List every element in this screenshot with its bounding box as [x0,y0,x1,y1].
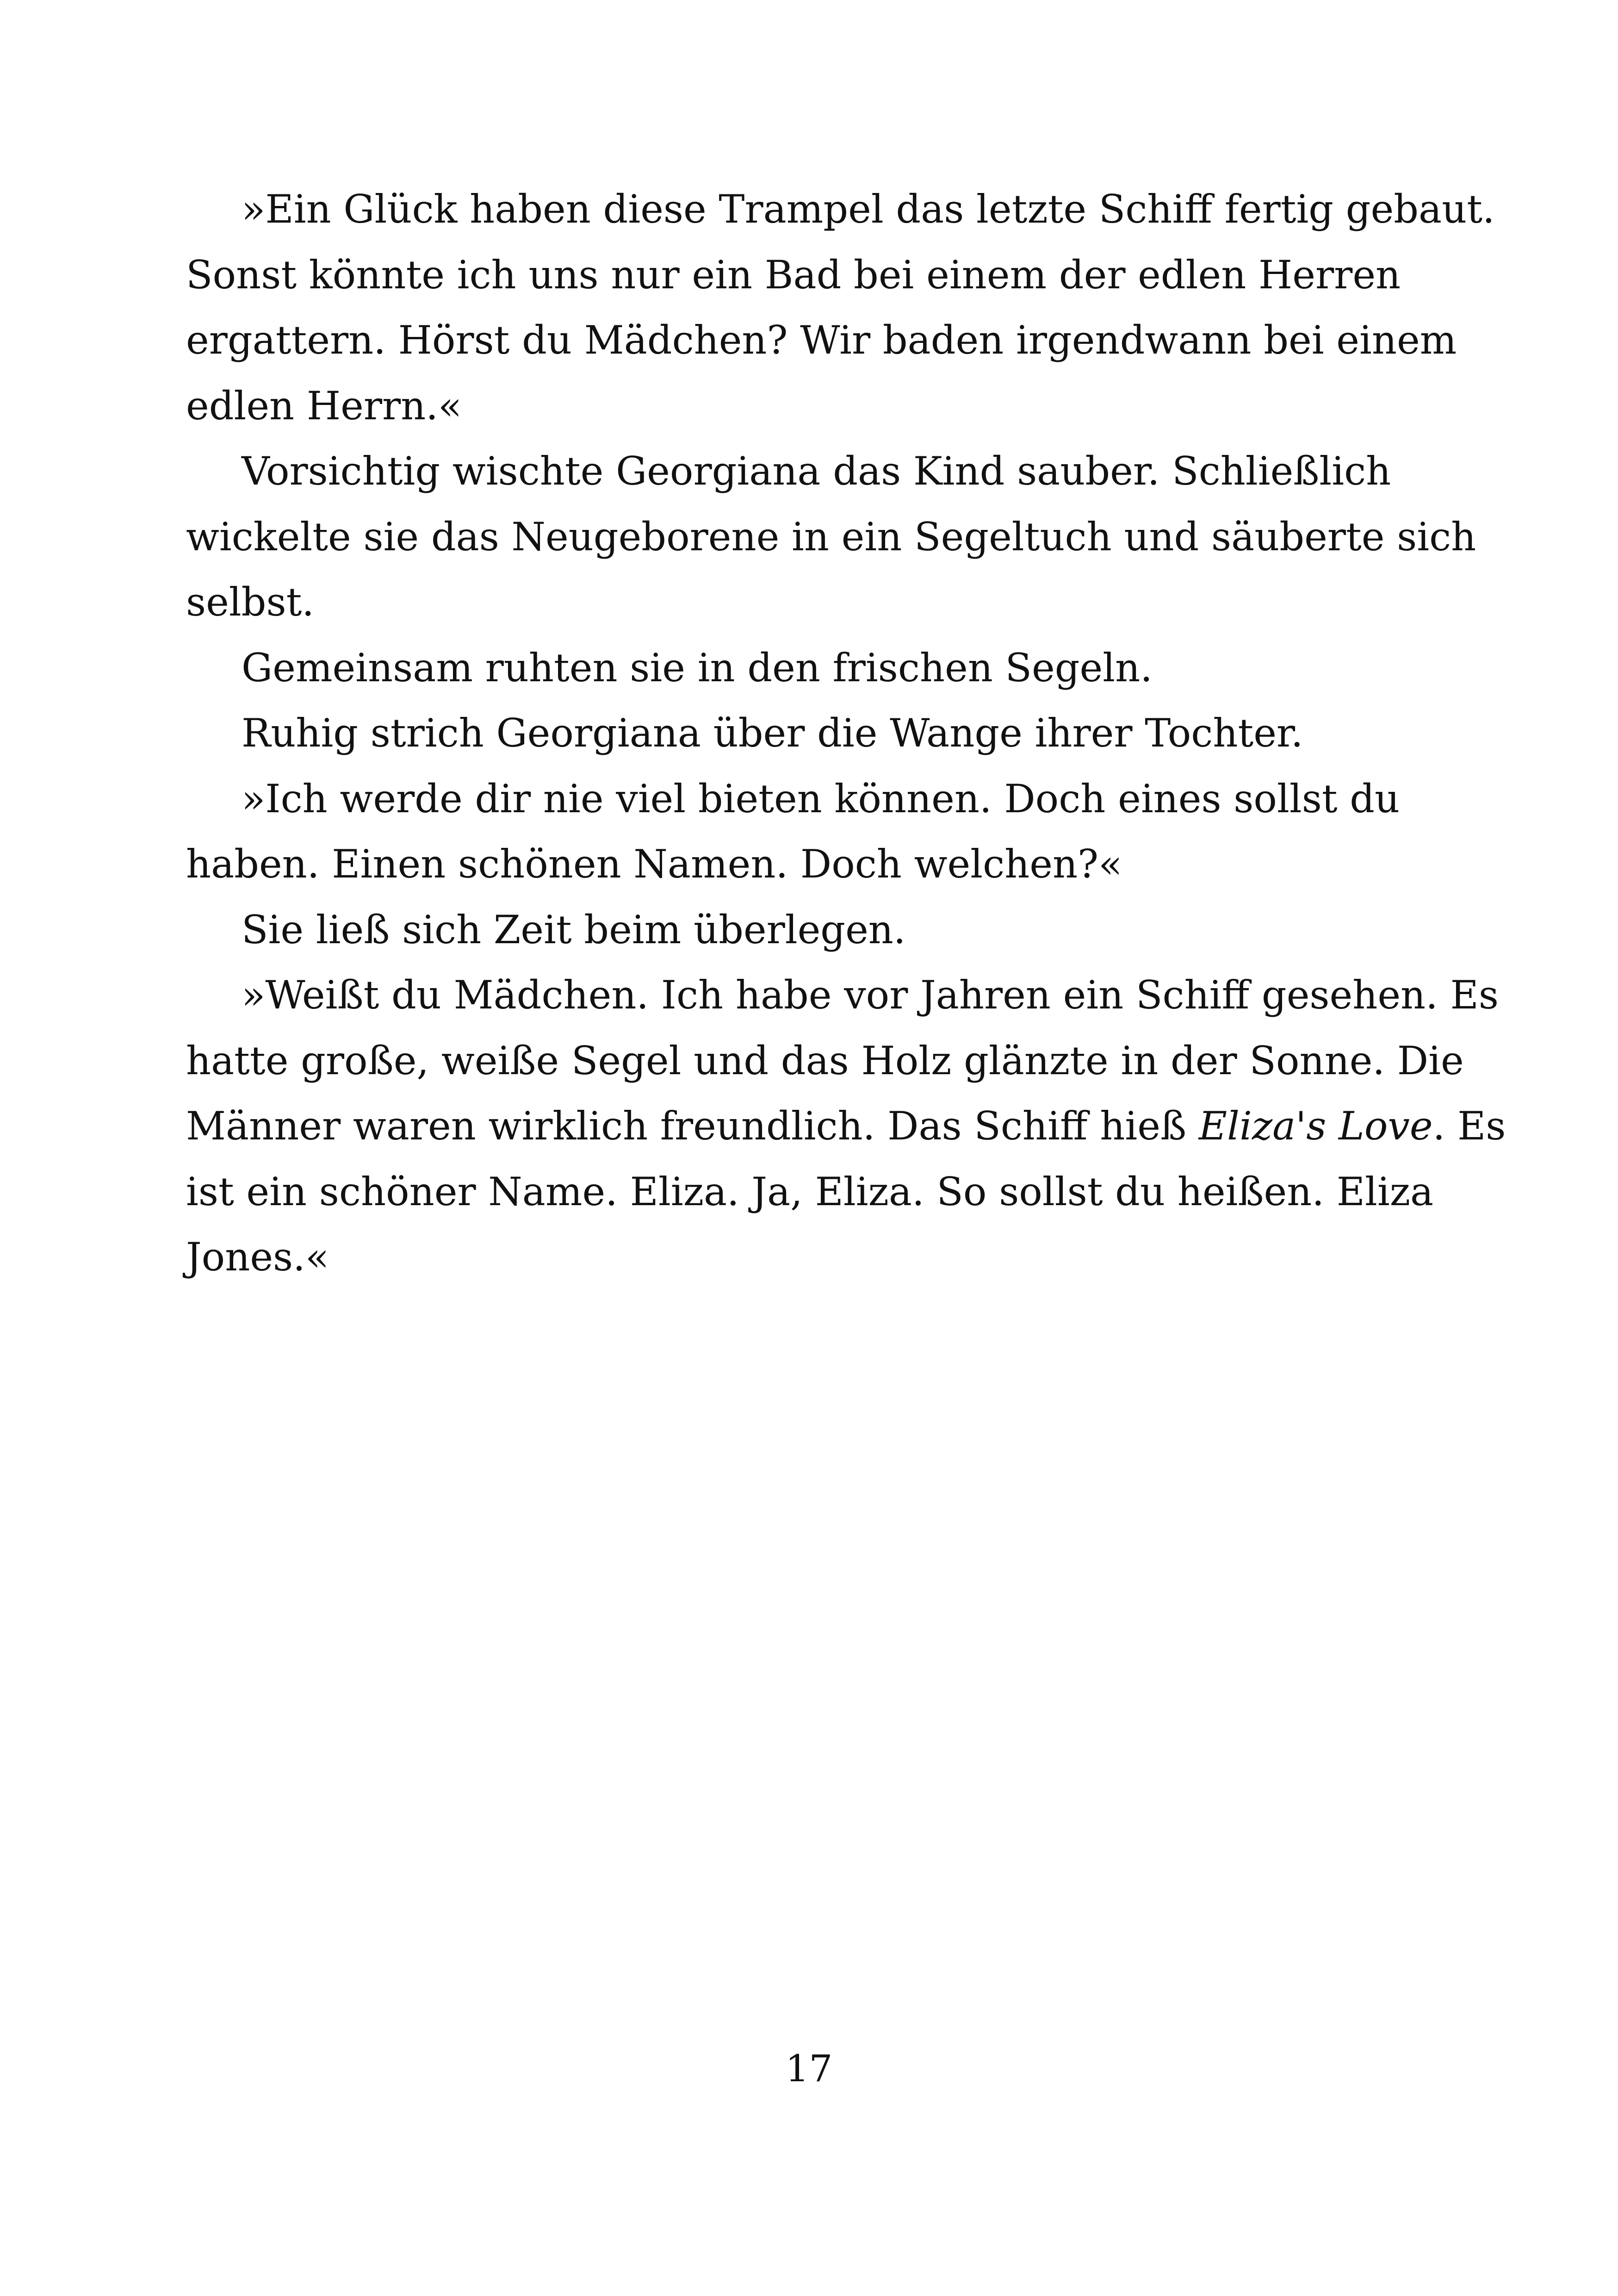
body-text [186,177,1506,1290]
text-line: »Ein Glück haben diese Trampel das letzte Schiff fertig gebaut. [242,187,1495,232]
ship-name: Eliza's Love [1198,1103,1433,1149]
text-segment: . Es [1432,1103,1506,1149]
text-line: ergattern. Hörst du Mädchen? Wir baden irgendwann bei einem [186,317,1457,363]
text-line: »Weißt du Mädchen. Ich habe vor Jahren ein Schiff gesehen. Es [242,972,1499,1018]
text-line: wickelte sie das Neugeborene in ein Segeltuch und säuberte sich [186,514,1476,560]
text-line: edlen Herrn.« [186,383,462,429]
text-line: haben. Einen schönen Namen. Doch welchen?« [186,841,1122,887]
text-line: Sie ließ sich Zeit beim überlegen. [242,907,906,952]
text-line: hatte große, weiße Segel und das Holz glänzte in der Sonne. Die [186,1038,1464,1083]
page-number: 17 [785,2047,833,2090]
text-line: Gemeinsam ruhten sie in den frischen Segeln. [242,645,1153,691]
text-line: ist ein schöner Name. Eliza. Ja, Eliza. So sollst du heißen. Eliza [186,1169,1434,1214]
text-line [186,1094,1506,1159]
text-segment: Männer waren wirklich freundlich. Das Schiff hieß [186,1103,1199,1149]
text-line: Jones.« [186,1234,329,1280]
text-line: Vorsichtig wischte Georgiana das Kind sauber. Schließlich [242,448,1391,494]
text-line: Sonst könnte ich uns nur ein Bad bei einem der edlen Herren [186,252,1401,298]
text-line: Ruhig strich Georgiana über die Wange ihrer Tochter. [242,710,1303,756]
text-line: »Ich werde dir nie viel bieten können. Doch eines sollst du [242,776,1400,821]
text-line: selbst. [186,579,315,625]
